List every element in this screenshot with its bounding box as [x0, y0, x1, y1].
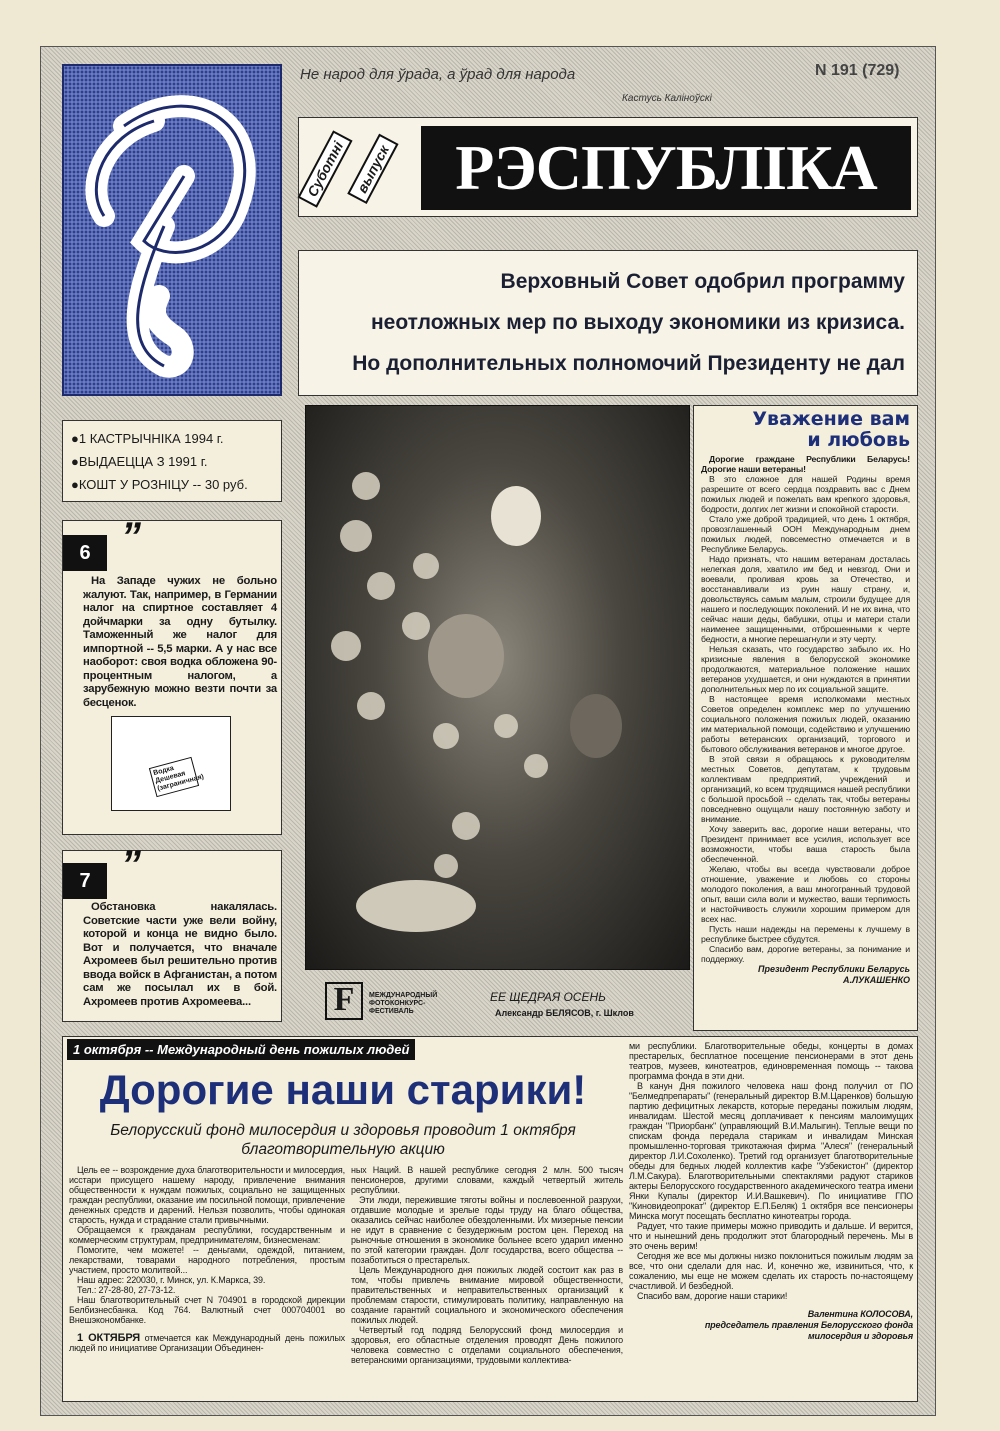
paragraph: Желаю, чтобы вы всегда чувствовали доброе отношение, уважение и любовь со стороны молодого поколения, а ваш многогранный трудовой опыт, ваши сила воли и мужество, ваши терпимость и настойчивость служили хорошим примером для всех нас. [701, 864, 910, 924]
title-line: Уважение вам [752, 408, 910, 430]
quote-box-page-7[interactable] [62, 843, 282, 1022]
photo-author: Александр БЕЛЯСОВ, г. Шклов [495, 1008, 634, 1018]
quote-text: Обстановка накалялась. Советские части уже вели войну, которой и конца не видно было. Вот и получается, что вначале Ахромеев был решительно против ввода войск в Афганистан, а потом сам же посылал их в бой. Ахромеев против Ахромеева... [83, 901, 277, 1008]
headline-line: неотложных мер по выходу экономики из кризиса. [370, 311, 905, 334]
cartoon-label: Водка Дешевая (заграничная) [149, 757, 199, 797]
issue-number: N 191 (729) [815, 62, 900, 79]
paragraph: В этой связи я обращаюсь к руководителям местных Советов, депутатам, к трудовым коллективам предприятий, учреждений и организаций, ко всем трудящимся нашей республики с большой просьбой -- сделать так, чтобы ветераны повседневно ощущали нашу постоянную заботу и внимание. [701, 754, 910, 824]
paragraph: Спасибо вам, дорогие наши старики! [637, 1291, 788, 1301]
feature-column-1 [69, 1165, 345, 1353]
paragraph: Спасибо вам, дорогие ветераны, за понимание и поддержку. [701, 944, 910, 964]
headline-line: Но дополнительных полномочий Президенту не дал [352, 352, 905, 375]
president-address-article [693, 405, 918, 1031]
paragraph: В канун Дня пожилого человека наш фонд получил от ПО "Белмедпрепараты" (генеральный директор В.М.Царенков) большую партию дефицитных лекарств, которые переданы пожилым людям, инвалидам. Шестой месяц доплачивает к пенсиям малоимущих граждан "Приорбанк" (управляющий В.И.Малыгин). Теплые вещи по спискам фонда передала старикам и инвалидам Минская промышленно-торговая трикотажная фирма "Алеся" (генеральный директор Л.И.Сохоленко). Третий год организует благотворительные обеды для бедных людей коллектив кафе "Узбекистон" (директор Л.М.Сакура). Благотворительными спектаклями радуют стариков актеры Белорусского государственного академического театра имени Янки Купалы (директор И.И.Вашкевич). По инициативе ГПО "Киновидеопрокат" (директор Е.П.Беляк) 1 октября все пенсионеры Минска могут посещать бесплатно кинотеатры города. [629, 1081, 913, 1221]
paragraph: ных Наций. В нашей республике сегодня 2 млн. 500 тысяч пенсионеров, другими словами, каждый четвертый житель республики. [351, 1165, 623, 1195]
paragraph: ми республики. Благотворительные обеды, концерты в домах престарелых, бесплатное посещение пенсионерами в этот день театров, музеев, кинотеатров, единовременная помощь -- такова программа фонда в эти дни. [629, 1041, 913, 1081]
signature-name: Валентина КОЛОСОВА, [807, 1309, 913, 1319]
paragraph: Надо признать, что нашим ветеранам досталась нелегкая доля, хватило им бед и невзгод. Они и воевали, проливая кровь за Отечество, и восстанавливали из руин нашу страну, и, довольствуясь самым малым, строили будущее для нашего и последующих поколений. И не их вина, что сейчас наши деды, бабушки, отцы и матери стали наименее защищенными, отброшенными к черте бедности, а многие перешагнули и эту черту. [701, 554, 910, 644]
paragraph: Радует, что такие примеры можно приводить и дальше. И верится, что и нынешний день продолжит этот благородный перечень. Мы в это очень верим! [629, 1221, 913, 1251]
festival-name: МЕЖДУНАРОДНЫЙ ФОТОКОНКУРС-ФЕСТИВАЛЬ [369, 992, 438, 1015]
signature-title: председатель правления Белорусского фонда милосердия и здоровья [704, 1320, 913, 1341]
paragraph: Пусть наши надежды на перемены к лучшему в республике быстрее сбудутся. [701, 924, 910, 944]
lead-headline [298, 250, 918, 396]
cartoon-illustration [111, 716, 231, 811]
signature-name: А.ЛУКАШЕНКО [842, 975, 910, 985]
tag-saturday: Суботні [297, 130, 352, 208]
paragraph: Хочу заверить вас, дорогие наши ветераны, что Президент принимает все усилия, использует все возможности, чтобы ваша старость была обеспеченной. [701, 824, 910, 864]
price: ●КОШТ У РОЗНІЦУ -- 30 руб. [71, 477, 248, 492]
quote-text: На Западе чужих не больно жалуют. Так, например, в Германии налог на спиртное составляет 4 дойчмарки за одну бутылку. Таможенный же налог для импортной -- 5,5 марки. А у нас все наоборот: своя водка обложена 90-процентным налогом, а зарубежную можно везти почти за бесценок. [83, 575, 277, 709]
title-line: и любовь [807, 429, 910, 451]
paragraph: Тел.: 27-28-80, 27-73-12. [77, 1285, 176, 1295]
headline-line: Верховный Совет одобрил программу [500, 270, 905, 293]
logo-letter-r-icon [64, 66, 282, 396]
motto-author: Кастусь Каліноўскі [622, 93, 712, 104]
feature-subtitle: Белорусский фонд милосердия и здоровья проводит 1 октября благотворительную акцию [110, 1122, 576, 1158]
article-title [701, 409, 910, 451]
issue-info [62, 420, 282, 502]
festival-logo-icon: F [325, 982, 363, 1020]
paragraph: отмечается как Международный день пожилых людей по инициативе Организации Объединен- [69, 1333, 345, 1353]
feature-column-2 [351, 1165, 623, 1365]
quote-box-page-6[interactable] [62, 515, 282, 835]
feature-column-3 [629, 1041, 913, 1342]
paragraph: Цель ее -- возрождение духа благотворительности и милосердия, исстари присущего нашему народу, привлечение внимания общественности к нуждам пожилых, социально не защищенных граждан республики, оказание им посильной помощи, привлечение денежных средств и дарений. Нельзя позволить, чтобы одинокая старость, нужда и страдание стали привычными. [69, 1165, 345, 1225]
paragraph: В настоящее время исполкомами местных Советов определен комплекс мер по улучшению социального положения пожилых людей, оказанию им материальной помощи, содействию и улучшению работы ветеранских организаций, торгового и бытового обслуживания ветеранов и многое другое. [701, 694, 910, 754]
feature-title: Дорогие наши старики! [99, 1066, 587, 1113]
paragraph: В это сложное для нашей Родины время разрешите от всего сердца поздравить вас с Днем пожилых людей и пожелать вам крепкого здоровья, бодрости, долгих лет жизни и спокойной старости. [701, 474, 910, 514]
masthead [298, 117, 918, 217]
paragraph: Нельзя сказать, что государство забыло их. Но кризисные явления в белорусской экономике продолжаются, материальное положение наших ветеранов ухудшается, и они нуждаются в принятии дополнительных мер по их социальной защите. [701, 644, 910, 694]
paragraph: Эти люди, пережившие тяготы войны и послевоенной разрухи, отдавшие молодые и зрелые годы труду на благо общества, оказались сейчас наиболее обездоленными. Их мизерные пенсии не идут в сравнение с безудержным ростом цен. Переход на рыночные отношения в экономике больнее всего ударил именно по этой категории граждан. Долг государства, всего общества -- позаботиться о престарелых. [351, 1195, 623, 1265]
quote-mark-icon: ” [121, 515, 141, 559]
paragraph: Помогите, чем можете! -- деньгами, одеждой, питанием, лекарствами, товарами народного потребления, простым участием, просто молитвой... [69, 1245, 345, 1275]
photo-title: ЕЕ ЩЕДРАЯ ОСЕНЬ [490, 990, 606, 1004]
paragraph: Цель Международного дня пожилых людей состоит как раз в том, чтобы привлечь внимание мировой общественности, правительственных и неправительственных организаций к проблемам старости, стимулировать политику, направленную на создание гарантий социального и экономического обеспечения пожилых людей. [351, 1265, 623, 1325]
newspaper-logo [62, 64, 282, 396]
paragraph: Обращаемся к гражданам республики, государственным и коммерческим структурам, предпринимателям, бизнесменам: [69, 1225, 345, 1245]
signature-title: Президент Республики Беларусь [757, 964, 910, 974]
paragraph: Сегодня же все мы должны низко поклониться пожилым людям за все, что они сделали для нас. И, конечно же, извиниться, что, к сожалению, мы еще не можем сделать их старость по-настоящему счастливой. И безбедной. [629, 1251, 913, 1291]
saturday-edition-tag [299, 128, 419, 208]
festival-badge [325, 982, 475, 1020]
photo-autumn-harvest [305, 405, 690, 970]
page-number-badge: 6 [63, 535, 107, 571]
feature-elderly-day [62, 1036, 918, 1402]
paragraph: Наш адрес: 220030, г. Минск, ул. К.Маркса, 39. [77, 1275, 266, 1285]
lead-date: 1 ОКТЯБРЯ [77, 1332, 140, 1344]
paragraph: Наш благотворительный счет N 704901 в городской дирекции Белбизнесбанка. Код 764. Валютный счет 000704001 во Внешэкономбанке. [69, 1295, 345, 1325]
motto: Не народ для ўрада, а ўрад для народа [300, 66, 576, 83]
issue-date: ●1 КАСТРЫЧНІКА 1994 г. [71, 431, 224, 446]
photo-garlic-women-image [306, 406, 690, 970]
quote-mark-icon: ” [121, 843, 141, 887]
newspaper-title: РЭСПУБЛІКА [421, 126, 911, 210]
paragraph: Четвертый год подряд Белорусский фонд милосердия и здоровья, его областные отделения проводят День пожилого человека совместно с отделами социального обеспечения, ветеранскими организациями, трудовыми коллектива- [351, 1325, 623, 1365]
feature-kicker: 1 октября -- Международный день пожилых людей [67, 1039, 415, 1060]
tag-edition: выпуск [347, 134, 398, 204]
greeting: Дорогие граждане Республики Беларусь! Дорогие наши ветераны! [701, 454, 910, 474]
paragraph: Стало уже доброй традицией, что день 1 октября, провозглашенный ООН Международным днем пожилых людей, повсеместно отмечается и в Республике Беларусь. [701, 514, 910, 554]
published-since: ●ВЫДАЕЦЦА З 1991 г. [71, 454, 208, 469]
page-number-badge: 7 [63, 863, 107, 899]
photo-caption [305, 972, 690, 1022]
